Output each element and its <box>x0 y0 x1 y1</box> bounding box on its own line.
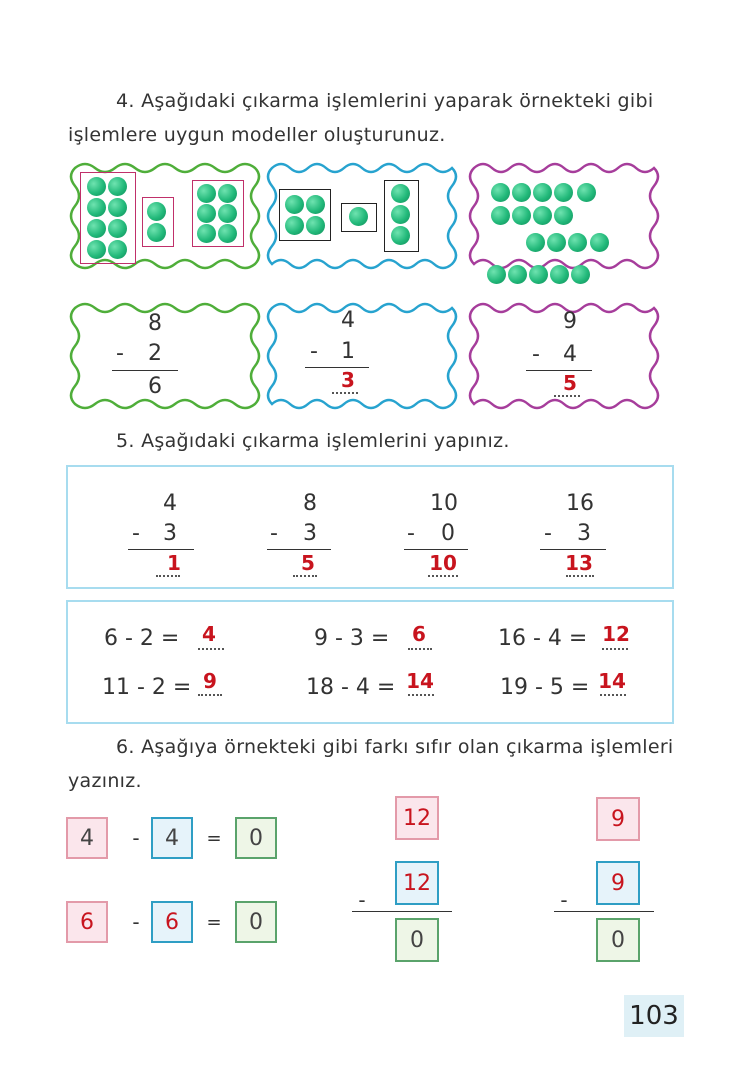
q4-p1-result: 6 <box>148 374 162 399</box>
q4-p2-top: 4 <box>341 308 355 333</box>
q5-h6-answer: 14 <box>598 669 626 693</box>
bead <box>533 183 552 202</box>
q4-p1-sub: 2 <box>148 341 162 366</box>
bead <box>218 184 237 203</box>
q5-h4-expr: 11 - 2 = <box>102 675 192 700</box>
q6-heading-line1 <box>116 736 696 758</box>
q5-h4-dots <box>198 694 222 696</box>
q6-row1-c: 0 <box>235 817 277 859</box>
q6-row2-a: 6 <box>66 901 108 943</box>
bead <box>391 226 410 245</box>
q5-v3-result: 10 <box>429 551 457 575</box>
bead <box>218 224 237 243</box>
bead <box>197 184 216 203</box>
q6-col1-top: 12 <box>395 796 439 840</box>
q5-v4-result: 13 <box>565 551 593 575</box>
q5-h6-expr: 19 - 5 = <box>500 675 590 700</box>
q6-text-line1: Aşağıya örnekteki gibi farkı sıfır olan çıkarma işlemleri <box>141 736 674 758</box>
bead <box>87 198 106 217</box>
bead <box>218 204 237 223</box>
q5-v1-dots <box>156 575 180 577</box>
q6-row2-b: 6 <box>151 901 193 943</box>
q5-h5-expr: 18 - 4 = <box>306 675 396 700</box>
q6-number: 6. <box>116 736 135 758</box>
bead <box>550 265 569 284</box>
bead <box>147 223 166 242</box>
q5-h2-expr: 9 - 3 = <box>314 626 390 651</box>
q5-v3-minus: - <box>407 521 415 546</box>
q4-p1-line <box>112 370 178 371</box>
bead <box>568 233 587 252</box>
q6-col2-result: 0 <box>596 918 640 962</box>
q5-v4-top: 16 <box>566 491 594 516</box>
q5-heading <box>116 430 676 452</box>
bead <box>533 206 552 225</box>
q4-text-line1: Aşağıdaki çıkarma işlemlerini yaparak örnekteki gibi <box>141 90 654 112</box>
q6-row2-eq: = <box>206 912 222 933</box>
q5-h1-expr: 6 - 2 = <box>104 626 180 651</box>
q4-p3-result: 5 <box>563 371 577 395</box>
bead <box>571 265 590 284</box>
bead <box>285 195 304 214</box>
q5-v4-minus: - <box>544 521 552 546</box>
bead <box>508 265 527 284</box>
bead <box>554 183 573 202</box>
q6-row2-minus: - <box>132 910 140 934</box>
q4-p2-result: 3 <box>341 368 355 392</box>
q5-v1-line <box>128 549 194 550</box>
q4-p3-top: 9 <box>563 309 577 334</box>
q4-text-line2: işlemlere uygun modeller oluşturunuz. <box>68 124 446 146</box>
q5-h1-dots <box>198 648 224 650</box>
bead <box>108 240 127 259</box>
bead <box>590 233 609 252</box>
bead <box>147 202 166 221</box>
q5-v1-sub: 3 <box>163 521 177 546</box>
bead <box>108 177 127 196</box>
q5-v3-line <box>404 549 468 550</box>
bead <box>554 206 573 225</box>
q5-v1-result: 1 <box>167 551 181 575</box>
q5-h3-answer: 12 <box>602 622 630 646</box>
bead <box>197 204 216 223</box>
q5-v4-line <box>540 549 606 550</box>
q5-v2-sub: 3 <box>303 521 317 546</box>
bead <box>197 224 216 243</box>
bead <box>108 219 127 238</box>
q5-v3-top: 10 <box>430 491 458 516</box>
q5-h2-answer: 6 <box>412 622 426 646</box>
q6-col2-minus: - <box>560 888 568 912</box>
q6-col1-line <box>352 911 452 912</box>
q6-row1-a: 4 <box>66 817 108 859</box>
bead <box>577 183 596 202</box>
q5-h5-dots <box>408 694 434 696</box>
q5-v3-sub: 0 <box>441 521 455 546</box>
q4-p3-minus: - <box>532 342 540 367</box>
bead <box>349 207 368 226</box>
q5-v4-sub: 3 <box>577 521 591 546</box>
q4-number: 4. <box>116 90 135 112</box>
bead <box>87 177 106 196</box>
q5-v4-dots <box>566 575 594 577</box>
q6-col1-result: 0 <box>395 918 439 962</box>
q5-h3-expr: 16 - 4 = <box>498 626 588 651</box>
q4-p2-minus: - <box>310 339 318 364</box>
q5-horizontal-panel <box>66 600 674 724</box>
q5-v2-top: 8 <box>303 491 317 516</box>
q5-v2-line <box>267 549 331 550</box>
bead <box>391 205 410 224</box>
q5-v1-top: 4 <box>163 491 177 516</box>
q4-p3-sub: 4 <box>563 342 577 367</box>
bead <box>306 216 325 235</box>
q5-v2-minus: - <box>270 521 278 546</box>
bead <box>547 233 566 252</box>
q5-h2-dots <box>408 648 432 650</box>
bead <box>512 206 531 225</box>
q6-row1-b: 4 <box>151 817 193 859</box>
q6-row1-eq: = <box>206 828 222 849</box>
bead <box>285 216 304 235</box>
q6-col2-sub: 9 <box>596 861 640 905</box>
q4-p3-dots <box>554 395 580 397</box>
q6-col1-minus: - <box>358 888 366 912</box>
q5-h6-dots <box>600 694 626 696</box>
bead <box>306 195 325 214</box>
bead <box>529 265 548 284</box>
bead <box>487 265 506 284</box>
bead <box>87 219 106 238</box>
bead <box>512 183 531 202</box>
page-number: 103 <box>624 995 684 1037</box>
q4-p2-dots <box>332 392 358 394</box>
bead <box>391 184 410 203</box>
bead <box>491 183 510 202</box>
q4-p1-minus: - <box>116 341 124 366</box>
q5-v2-dots <box>293 575 317 577</box>
q4-p2-sub: 1 <box>341 339 355 364</box>
q5-v1-minus: - <box>132 521 140 546</box>
bead <box>108 198 127 217</box>
q5-number: 5. <box>116 430 135 452</box>
q6-col2-line <box>554 911 654 912</box>
q6-col1-sub: 12 <box>395 861 439 905</box>
bead <box>87 240 106 259</box>
q6-col2-top: 9 <box>596 797 640 841</box>
q6-text-line2: yazınız. <box>68 770 142 792</box>
q5-v3-dots <box>428 575 458 577</box>
bead <box>526 233 545 252</box>
q5-h3-dots <box>602 648 628 650</box>
q6-row1-minus: - <box>132 826 140 850</box>
q6-row2-c: 0 <box>235 901 277 943</box>
q5-v2-result: 5 <box>301 551 315 575</box>
q5-text: Aşağıdaki çıkarma işlemlerini yapınız. <box>141 430 510 452</box>
q5-h5-answer: 14 <box>406 669 434 693</box>
q5-h4-answer: 9 <box>203 669 217 693</box>
bead <box>491 206 510 225</box>
q4-p1-top: 8 <box>148 311 162 336</box>
q5-h1-answer: 4 <box>202 622 216 646</box>
